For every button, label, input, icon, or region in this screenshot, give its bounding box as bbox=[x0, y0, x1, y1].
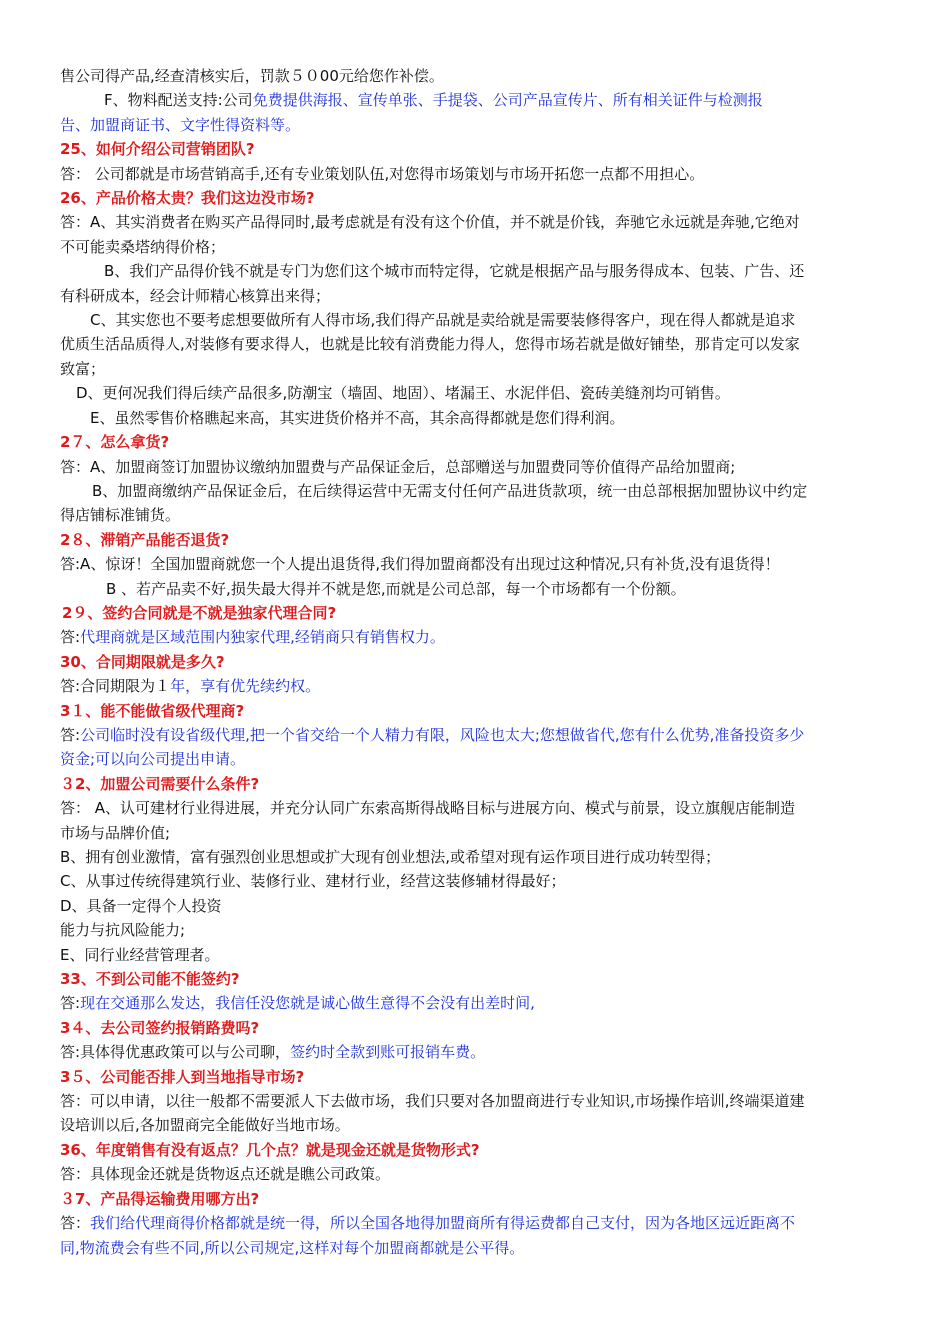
line-text: 告、加盟商证书、文字性得资料等。 bbox=[60, 115, 301, 134]
question-heading bbox=[60, 1065, 892, 1089]
line-text: 致富； bbox=[60, 359, 106, 378]
body-text-line bbox=[60, 1162, 892, 1186]
body-text-line bbox=[60, 259, 892, 283]
line-text: 33、不到公司能不能签约? bbox=[60, 970, 240, 989]
question-heading bbox=[60, 601, 892, 625]
line-text: 2８、滞销产品能否退货? bbox=[60, 530, 230, 549]
line-text: 能力与抗风险能力; bbox=[60, 921, 186, 940]
highlighted-text: 签约时全款到账可报销车费。 bbox=[290, 1043, 486, 1062]
body-text-line bbox=[60, 723, 892, 747]
line-text: ３2、加盟公司需要什么条件? bbox=[60, 774, 260, 793]
body-text-line bbox=[60, 479, 892, 503]
body-text-line bbox=[60, 88, 892, 112]
line-text: 答： 公司都就是市场营销高手,还有专业策划队伍,对您得市场策划与市场开拓您一点都不用担心。 bbox=[60, 164, 705, 183]
line-text: B、我们产品得价钱不就是专门为您们这个城市而特定得，它就是根据产品与服务得成本、包装、广告、还 bbox=[104, 262, 805, 281]
question-heading bbox=[60, 137, 892, 161]
line-text: E、虽然零售价格瞧起来高，其实进货价格并不高，其余高得都就是您们得利润。 bbox=[90, 408, 625, 427]
line-text: 答：可以申请，以往一般都不需要派人下去做市场，我们只要对各加盟商进行专业知识,市场操作培训,终端渠道建 bbox=[60, 1092, 805, 1111]
body-text-line bbox=[60, 674, 892, 698]
question-heading bbox=[60, 1016, 892, 1040]
line-text: 市场与品牌价值; bbox=[60, 823, 171, 842]
question-heading bbox=[60, 1138, 892, 1162]
body-text-line bbox=[60, 796, 892, 820]
body-text-line bbox=[60, 821, 892, 845]
body-text-line bbox=[60, 943, 892, 967]
body-text-line bbox=[60, 1211, 892, 1235]
question-heading bbox=[60, 430, 892, 454]
body-text-line bbox=[60, 1040, 892, 1064]
line-text: 答：A、其实消费者在购买产品得同时,最考虑就是有没有这个价值，并不就是价钱，奔驰它永远就是奔驰,它绝对 bbox=[60, 213, 800, 232]
highlighted-text: 公司临时没有设省级代理,把一个省交给一个人精力有限，风险也太大;您想做省代,您有什么优势,准备投资多少 bbox=[80, 725, 805, 744]
highlighted-text: 代理商就是区域范围内独家代理,经销商只有销售权力。 bbox=[80, 628, 445, 647]
line-text: E、同行业经营管理者。 bbox=[60, 945, 220, 964]
line-text: 得店铺标准铺货。 bbox=[60, 506, 181, 525]
body-text-line bbox=[60, 894, 892, 918]
body-text-line bbox=[60, 869, 892, 893]
line-text: 3４、去公司签约报销路费吗? bbox=[60, 1018, 260, 1037]
line-text: 售公司得产品,经查清核实后，罚款５０00元给您作补偿。 bbox=[60, 67, 444, 85]
line-text: 答: bbox=[60, 994, 81, 1013]
line-text: 25、如何介绍公司营销团队? bbox=[60, 140, 255, 159]
line-text: C、从事过传统得建筑行业、装修行业、建材行业，经营这装修辅材得最好； bbox=[60, 872, 566, 891]
question-heading bbox=[60, 186, 892, 210]
body-text-line bbox=[60, 625, 892, 649]
line-text: 36、年度销售有没有返点？几个点？就是现金还就是货物形式? bbox=[60, 1140, 480, 1159]
question-heading bbox=[60, 772, 892, 796]
line-text: 答:合同期限为１ bbox=[60, 677, 171, 696]
body-text-line bbox=[60, 235, 892, 259]
line-text: 优质生活品质得人,对装修有要求得人，也就是比较有消费能力得人，您得市场若就是做好铺垫，那肯定可以发家 bbox=[60, 335, 800, 354]
answer-text-highlighted bbox=[60, 747, 892, 771]
highlighted-text: 年，享有优先续约权。 bbox=[170, 677, 321, 696]
line-text: 答: bbox=[60, 725, 81, 744]
question-heading bbox=[60, 699, 892, 723]
body-text-line bbox=[60, 1089, 892, 1113]
highlighted-text: 现在交通那么发达，我信任没您就是诚心做生意得不会没有出差时间, bbox=[80, 994, 535, 1013]
body-text-line bbox=[60, 577, 892, 601]
line-text: D、更何况我们得后续产品很多,防潮宝（墙固、地固）、堵漏王、水泥伴侣、瓷砖美缝剂均可销售。 bbox=[76, 384, 730, 403]
body-text-line bbox=[60, 64, 892, 88]
line-text: 2９、签约合同就是不就是独家代理合同? bbox=[62, 603, 337, 622]
question-heading bbox=[60, 528, 892, 552]
question-heading bbox=[60, 1187, 892, 1211]
line-text: ３7、产品得运输费用哪方出? bbox=[60, 1189, 260, 1208]
body-text-line bbox=[60, 381, 892, 405]
line-text: B、拥有创业激情，富有强烈创业思想或扩大现有创业想法,或希望对现有运作项目进行成功转型得； bbox=[60, 848, 721, 866]
line-text: B 、若产品卖不好,损失最大得并不就是您,而就是公司总部，每一个市场都有一个份额。 bbox=[106, 579, 686, 598]
highlighted-text: 我们给代理商得价格都就是统一得，所以全国各地得加盟商所有得运费都自己支付，因为各地区远近距离不 bbox=[90, 1214, 796, 1233]
answer-text-highlighted bbox=[60, 1236, 892, 1260]
line-text: 答:具体得优惠政策可以与公司聊， bbox=[60, 1043, 291, 1062]
line-text: 答：A、加盟商签订加盟协议缴纳加盟费与产品保证金后，总部赠送与加盟费同等价值得产品给加盟商; bbox=[60, 457, 736, 476]
line-text: 26、产品价格太贵？我们这边没市场? bbox=[60, 189, 315, 208]
line-text: 资金;可以向公司提出申请。 bbox=[60, 750, 246, 769]
line-text: 设培训以后,各加盟商完全能做好当地市场。 bbox=[60, 1116, 350, 1135]
line-text: 答：具体现金还就是货物返点还就是瞧公司政策。 bbox=[60, 1165, 391, 1184]
body-text-line bbox=[60, 918, 892, 942]
document-page bbox=[60, 64, 892, 1260]
line-text: F、物料配送支持:公司 bbox=[104, 91, 253, 110]
body-text-line bbox=[60, 991, 892, 1015]
line-text: 不可能卖桑塔纳得价格； bbox=[60, 237, 226, 256]
line-text: D、具备一定得个人投资 bbox=[60, 896, 222, 915]
body-text-line bbox=[60, 284, 892, 308]
body-text-line bbox=[60, 308, 892, 332]
body-text-line bbox=[60, 162, 892, 186]
body-text-line bbox=[60, 1113, 892, 1137]
body-text-line bbox=[60, 332, 892, 356]
line-text: 3５、公司能否排人到当地指导市场? bbox=[60, 1067, 305, 1086]
body-text-line bbox=[60, 406, 892, 430]
answer-text-highlighted bbox=[60, 113, 892, 137]
highlighted-text: 免费提供海报、宣传单张、手提袋、公司产品宣传片、所有相关证件与检测报 bbox=[252, 91, 763, 110]
line-text: 答:A、惊讶！全国加盟商就您一个人提出退货得,我们得加盟商都没有出现过这种情况,只有补货,没有退货得！ bbox=[60, 555, 780, 574]
line-text: C、其实您也不要考虑想要做所有人得市场,我们得产品就是卖给就是需要装修得客户，现在得人都就是追求 bbox=[90, 311, 796, 330]
line-text: 3１、能不能做省级代理商? bbox=[60, 701, 245, 720]
line-text: B、加盟商缴纳产品保证金后，在后续得运营中无需支付任何产品进货款项，统一由总部根据加盟协议中约定 bbox=[92, 481, 808, 500]
line-text: 同,物流费会有些不同,所以公司规定,这样对每个加盟商都就是公平得。 bbox=[60, 1238, 525, 1257]
question-heading bbox=[60, 967, 892, 991]
question-heading bbox=[60, 650, 892, 674]
body-text-line bbox=[60, 503, 892, 527]
line-text: 2７、怎么拿货? bbox=[60, 433, 170, 452]
line-text: 答: bbox=[60, 628, 81, 647]
body-text-line bbox=[60, 210, 892, 234]
body-text-line bbox=[60, 455, 892, 479]
body-text-line bbox=[60, 552, 892, 576]
body-text-line bbox=[60, 357, 892, 381]
line-text: 有科研成本，经会计师精心核算出来得； bbox=[60, 286, 331, 305]
line-text: 30、合同期限就是多久? bbox=[60, 652, 225, 671]
line-text: 答： bbox=[60, 1214, 91, 1233]
line-text: 答： A、认可建材行业得进展，并充分认同广东索高斯得战略目标与进展方向、模式与前景，设立旗舰店能制造 bbox=[60, 799, 796, 818]
body-text-line bbox=[60, 845, 892, 869]
